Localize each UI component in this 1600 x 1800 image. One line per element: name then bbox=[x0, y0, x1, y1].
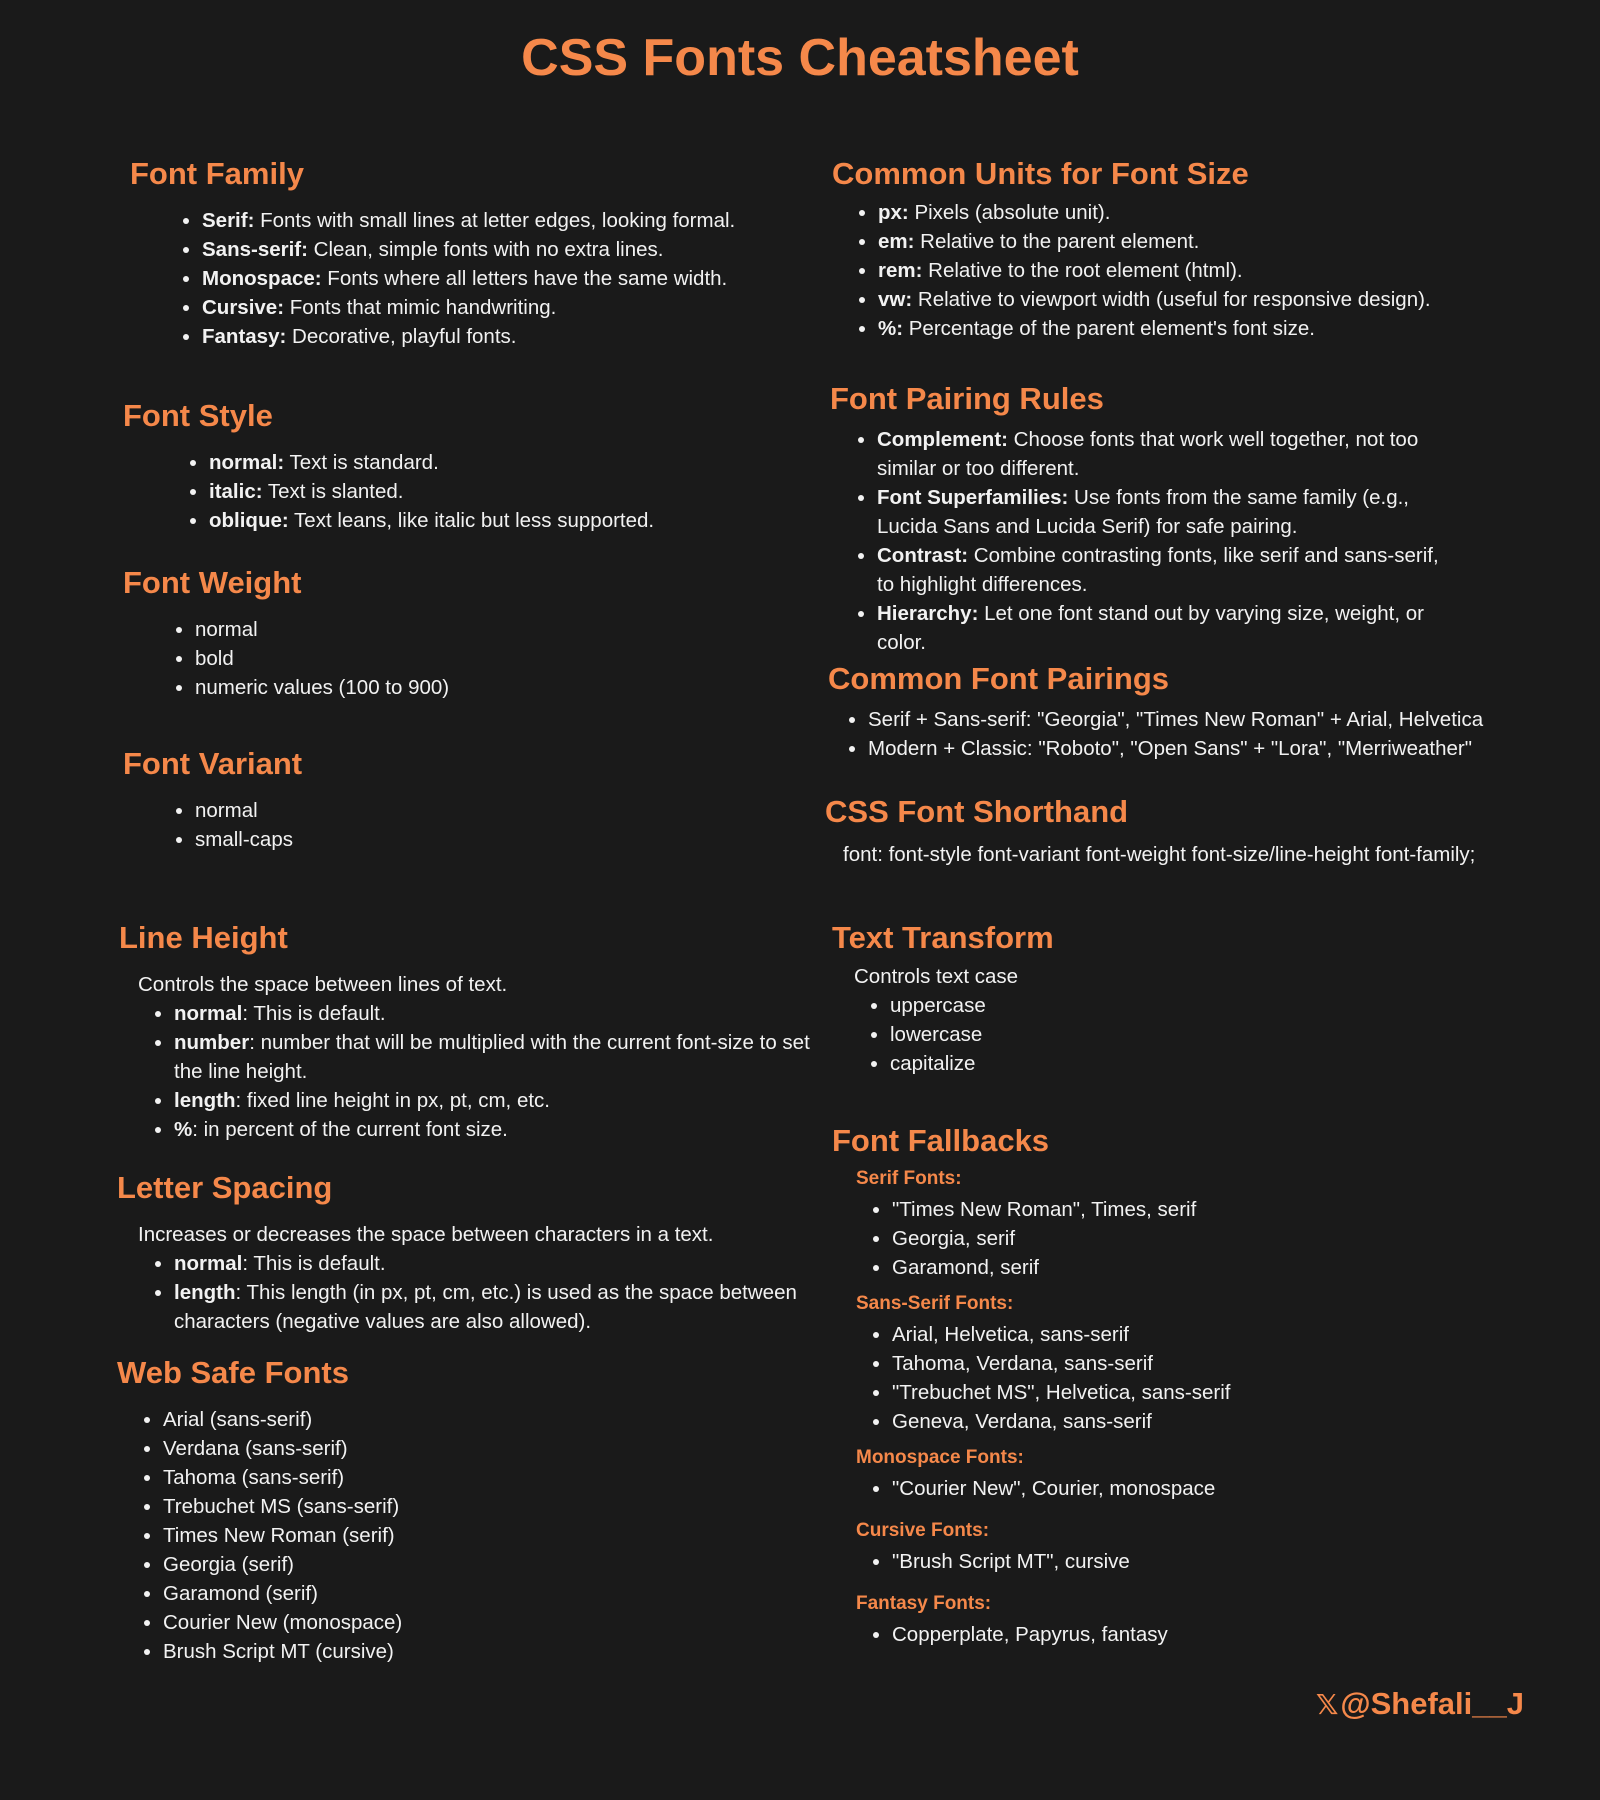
font-pairing-rules-heading: Font Pairing Rules bbox=[830, 381, 1104, 416]
list-item: lowercase bbox=[890, 1020, 1512, 1049]
list-item: small-caps bbox=[195, 825, 803, 854]
list-item: Sans-serif: Clean, simple fonts with no extra lines. bbox=[202, 235, 810, 264]
font-size-units-heading: Common Units for Font Size bbox=[832, 156, 1249, 191]
common-font-pairings-heading: Common Font Pairings bbox=[828, 661, 1169, 696]
font-style-section bbox=[123, 396, 803, 535]
list-item: Verdana (sans-serif) bbox=[163, 1434, 797, 1463]
list-item: Serif + Sans-serif: "Georgia", "Times New Roman" + Arial, Helvetica bbox=[868, 705, 1568, 734]
font-family-heading: Font Family bbox=[130, 156, 304, 191]
text-transform-heading: Text Transform bbox=[832, 920, 1054, 955]
list-item: Tahoma, Verdana, sans-serif bbox=[892, 1349, 1512, 1378]
font-size-units-section bbox=[832, 154, 1552, 343]
list-item: length: fixed line height in px, pt, cm, etc. bbox=[174, 1086, 819, 1115]
line-height-section bbox=[119, 918, 819, 1144]
list-item: bold bbox=[195, 644, 803, 673]
list-item: em: Relative to the parent element. bbox=[878, 227, 1552, 256]
list-item: Brush Script MT (cursive) bbox=[163, 1637, 797, 1666]
list-item: Arial (sans-serif) bbox=[163, 1405, 797, 1434]
list-item: Hierarchy: Let one font stand out by varying size, weight, or color. bbox=[877, 599, 1457, 657]
list-item: Courier New (monospace) bbox=[163, 1608, 797, 1637]
list-item: Georgia, serif bbox=[892, 1224, 1512, 1253]
monospace-fonts-label: Monospace Fonts: bbox=[856, 1447, 1024, 1468]
web-safe-fonts-section bbox=[117, 1353, 797, 1666]
list-item: normal bbox=[195, 615, 803, 644]
font-pairing-rules-section bbox=[830, 379, 1530, 657]
font-variant-section bbox=[123, 744, 803, 854]
list-item: Complement: Choose fonts that work well together, not too similar or too different. bbox=[877, 425, 1457, 483]
list-item: Cursive: Fonts that mimic handwriting. bbox=[202, 293, 810, 322]
list-item: Modern + Classic: "Roboto", "Open Sans" + "Lora", "Merriweather" bbox=[868, 734, 1568, 763]
list-item: %: in percent of the current font size. bbox=[174, 1115, 819, 1144]
list-item: numeric values (100 to 900) bbox=[195, 673, 803, 702]
list-item: Serif: Fonts with small lines at letter edges, looking formal. bbox=[202, 206, 810, 235]
list-item: Garamond (serif) bbox=[163, 1579, 797, 1608]
list-item: "Times New Roman", Times, serif bbox=[892, 1195, 1512, 1224]
author-handle[interactable] bbox=[1316, 1686, 1524, 1722]
list-item: Fantasy: Decorative, playful fonts. bbox=[202, 322, 810, 351]
list-item: Times New Roman (serif) bbox=[163, 1521, 797, 1550]
font-style-heading: Font Style bbox=[123, 398, 273, 433]
list-item: Georgia (serif) bbox=[163, 1550, 797, 1579]
serif-fonts-label: Serif Fonts: bbox=[856, 1168, 962, 1189]
list-item: length: This length (in px, pt, cm, etc.) is used as the space between characters (negative values are also allowed). bbox=[174, 1278, 817, 1336]
list-item: Monospace: Fonts where all letters have the same width. bbox=[202, 264, 810, 293]
font-fallbacks-heading: Font Fallbacks bbox=[832, 1123, 1050, 1158]
css-font-shorthand-heading: CSS Font Shorthand bbox=[825, 794, 1129, 829]
font-weight-section bbox=[123, 563, 803, 702]
list-item: vw: Relative to viewport width (useful for responsive design). bbox=[878, 285, 1552, 314]
font-variant-heading: Font Variant bbox=[123, 746, 303, 781]
x-logo-icon: 𝕏 bbox=[1315, 1689, 1339, 1720]
list-item: Tahoma (sans-serif) bbox=[163, 1463, 797, 1492]
list-item: Copperplate, Papyrus, fantasy bbox=[892, 1620, 1512, 1649]
list-item: uppercase bbox=[890, 991, 1512, 1020]
list-item: Trebuchet MS (sans-serif) bbox=[163, 1492, 797, 1521]
common-font-pairings-section bbox=[828, 659, 1568, 763]
list-item: normal: This is default. bbox=[174, 999, 819, 1028]
web-safe-fonts-heading: Web Safe Fonts bbox=[117, 1355, 349, 1390]
list-item: oblique: Text leans, like italic but less supported. bbox=[209, 506, 803, 535]
list-item: normal bbox=[195, 796, 803, 825]
list-item: "Courier New", Courier, monospace bbox=[892, 1474, 1512, 1503]
list-item: Contrast: Combine contrasting fonts, like serif and sans-serif, to highlight differences. bbox=[877, 541, 1457, 599]
text-transform-description: Controls text case bbox=[854, 965, 1019, 988]
cursive-fonts-label: Cursive Fonts: bbox=[856, 1520, 990, 1541]
letter-spacing-description: Increases or decreases the space between characters in a text. bbox=[138, 1223, 714, 1246]
list-item: Garamond, serif bbox=[892, 1253, 1512, 1282]
letter-spacing-heading: Letter Spacing bbox=[117, 1170, 333, 1205]
list-item: "Trebuchet MS", Helvetica, sans-serif bbox=[892, 1378, 1512, 1407]
list-item: normal: Text is standard. bbox=[209, 448, 803, 477]
list-item: capitalize bbox=[890, 1049, 1512, 1078]
css-font-shorthand-section bbox=[825, 792, 1585, 869]
list-item: px: Pixels (absolute unit). bbox=[878, 198, 1552, 227]
font-weight-heading: Font Weight bbox=[123, 565, 302, 600]
list-item: number: number that will be multiplied with the current font-size to set the line height. bbox=[174, 1028, 819, 1086]
font-fallbacks-section bbox=[832, 1121, 1512, 1649]
text-transform-section bbox=[832, 918, 1512, 1078]
list-item: italic: Text is slanted. bbox=[209, 477, 803, 506]
list-item: Geneva, Verdana, sans-serif bbox=[892, 1407, 1512, 1436]
list-item: Arial, Helvetica, sans-serif bbox=[892, 1320, 1512, 1349]
list-item: rem: Relative to the root element (html). bbox=[878, 256, 1552, 285]
sans-serif-fonts-label: Sans-Serif Fonts: bbox=[856, 1293, 1014, 1314]
line-height-description: Controls the space between lines of text. bbox=[138, 973, 508, 996]
list-item: Font Superfamilies: Use fonts from the same family (e.g., Lucida Sans and Lucida Serif) for safe pairing. bbox=[877, 483, 1457, 541]
font-shorthand-syntax: font: font-style font-variant font-weight font-size/line-height font-family; bbox=[843, 843, 1476, 866]
list-item: normal: This is default. bbox=[174, 1249, 817, 1278]
author-handle-text: @Shefali__J bbox=[1340, 1686, 1524, 1721]
list-item: "Brush Script MT", cursive bbox=[892, 1547, 1512, 1576]
page-title: CSS Fonts Cheatsheet bbox=[521, 29, 1079, 87]
list-item: %: Percentage of the parent element's font size. bbox=[878, 314, 1552, 343]
fantasy-fonts-label: Fantasy Fonts: bbox=[856, 1593, 992, 1614]
line-height-heading: Line Height bbox=[119, 920, 288, 955]
font-family-section bbox=[130, 154, 810, 351]
letter-spacing-section bbox=[117, 1168, 817, 1336]
